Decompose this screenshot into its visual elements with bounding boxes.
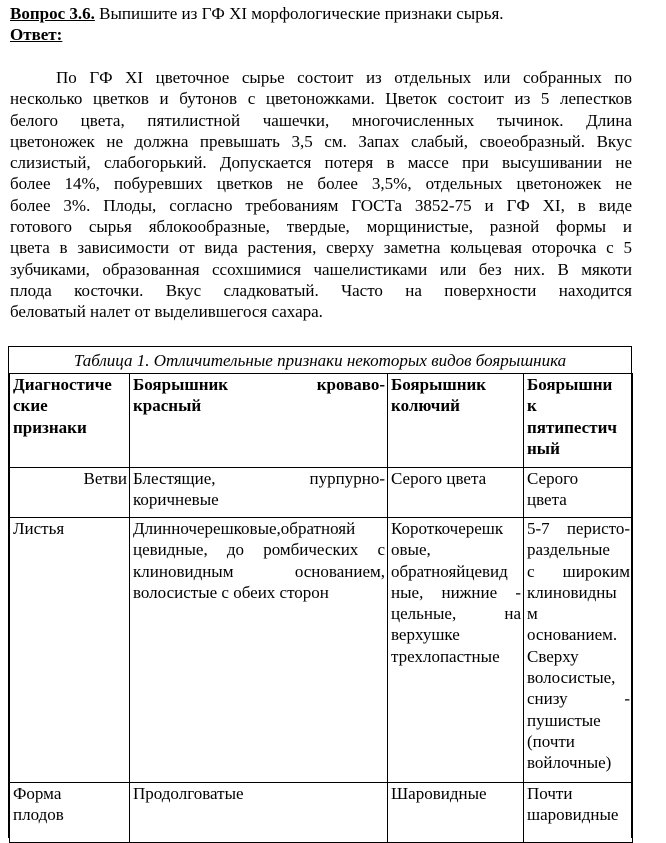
cell-fruit-prickly bbox=[388, 783, 524, 843]
header-cell-blood-red bbox=[130, 374, 388, 468]
cell-line: Продолговатые bbox=[133, 784, 244, 803]
cell-line: волосистые, bbox=[527, 668, 616, 688]
paragraph-line: несколько цветков и бутонов с цветоножками. Цветок состоит из 5 лепестков bbox=[10, 89, 632, 109]
cell-line: Почти bbox=[527, 784, 573, 803]
paragraph-line: плода косточки. Вкус сладковатый. Часто на поверхности находится bbox=[10, 280, 632, 300]
cell-line: Боярышник кроваво- bbox=[133, 375, 385, 394]
cell-line: Ветви bbox=[83, 469, 127, 488]
cell-branches-five-pistil bbox=[524, 468, 633, 518]
header-cell-five-pistil bbox=[524, 374, 633, 468]
cell-line: Боярышник bbox=[391, 375, 487, 394]
cell-line: 5-7 перисто- bbox=[527, 519, 630, 538]
cell-line: Серого bbox=[527, 469, 579, 488]
table-row bbox=[10, 783, 633, 843]
cell-line: с широким bbox=[527, 561, 630, 581]
cell-line: волосистые с обеих сторон bbox=[133, 582, 329, 602]
cell-line: трехлопастные bbox=[391, 646, 500, 666]
paragraph-line: готового сырья яблокообразные, твердые, морщинистые, разной формы и bbox=[10, 217, 632, 237]
cell-line: признаки bbox=[13, 417, 87, 437]
cell-line: Сверху bbox=[527, 646, 579, 666]
header-cell-prickly bbox=[388, 374, 524, 468]
cell-line: ные, нижние - bbox=[391, 582, 521, 602]
cell-line: цевидные, до ромбических с bbox=[133, 540, 385, 560]
cell-line: верхушке bbox=[391, 625, 460, 645]
paragraph-line: более 3%. Плоды, согласно требованиям ГОСТа 3852-75 и ГФ XI, в виде bbox=[10, 195, 632, 215]
row-label-fruit-shape bbox=[10, 783, 130, 843]
paragraph-line: беловатый налет от выделившегося сахара. bbox=[10, 302, 323, 322]
cell-line: ный bbox=[527, 438, 560, 458]
cell-line: основанием. bbox=[527, 625, 618, 645]
cell-leaves-five-pistil bbox=[524, 518, 633, 783]
table-header-row bbox=[10, 374, 633, 468]
cell-line: Диагностиче bbox=[13, 375, 112, 394]
cell-leaves-prickly bbox=[388, 518, 524, 783]
cell-line: снизу - bbox=[527, 689, 630, 709]
paragraph-line: цветоножек не должна превышать 3,5 см. Запах слабый, своеобразный. Вкус bbox=[10, 131, 632, 151]
paragraph-line: зубчиками, образованная ссохшимися чашелистиками или без них. В мякоти bbox=[10, 259, 632, 279]
cell-line: обратнояйцевид bbox=[391, 561, 508, 581]
cell-line: раздельные bbox=[527, 540, 610, 560]
cell-line: к bbox=[527, 396, 537, 416]
table-row bbox=[10, 518, 633, 783]
cell-line: Листья bbox=[13, 519, 65, 538]
table-caption: Таблица 1. Отличительные признаки некоторых видов боярышника bbox=[73, 351, 567, 370]
cell-line: плодов bbox=[13, 805, 64, 825]
cell-line: ские bbox=[13, 396, 48, 416]
cell-line: цельные, на bbox=[391, 604, 521, 624]
cell-line: пушистые bbox=[527, 710, 601, 730]
comparison-table bbox=[9, 373, 633, 843]
cell-line: красный bbox=[133, 396, 202, 416]
cell-line: овые, bbox=[391, 540, 431, 560]
cell-branches-prickly bbox=[388, 468, 524, 518]
cell-branches-blood-red bbox=[130, 468, 388, 518]
row-label-leaves bbox=[10, 518, 130, 783]
cell-fruit-blood-red bbox=[130, 783, 388, 843]
answer-paragraph bbox=[10, 67, 632, 323]
cell-leaves-blood-red bbox=[130, 518, 388, 783]
paragraph-line: слизистый, слабогорький. Допускается потеря в массе при высушивании не bbox=[10, 153, 632, 173]
cell-line: клиновидны bbox=[527, 582, 617, 602]
table-row bbox=[10, 468, 633, 518]
header-cell-criteria bbox=[10, 374, 130, 468]
cell-line: клиновидным основанием, bbox=[133, 561, 385, 581]
cell-line: Боярышни bbox=[527, 375, 613, 394]
cell-line: войлочные) bbox=[527, 753, 612, 773]
paragraph-line: более 14%, побуревших цветков не более 3,5%, отдельных цветоножек не bbox=[10, 174, 632, 194]
paragraph-line: По ГФ XI цветочное сырье состоит из отдельных или собранных по bbox=[56, 68, 632, 87]
cell-line: пятипестич bbox=[527, 417, 617, 437]
question-text: Выпишите из ГФ XI морфологические признаки сырья. bbox=[94, 4, 504, 23]
cell-line: Серого цвета bbox=[391, 469, 487, 488]
paragraph-line: белого цвета, пятилистной чашечки, многочисленных тычинок. Длина bbox=[10, 110, 632, 130]
cell-line: Длинночерешковые,обратнояй bbox=[133, 519, 356, 538]
cell-line: Шаровидные bbox=[391, 784, 487, 803]
question-line bbox=[10, 4, 504, 24]
cell-line: Форма bbox=[13, 784, 62, 803]
row-label-branches bbox=[10, 468, 130, 518]
cell-line: м bbox=[527, 604, 538, 624]
cell-line: шаровидные bbox=[527, 805, 619, 825]
cell-line: Короткочерешк bbox=[391, 519, 504, 538]
answer-label: Ответ: bbox=[10, 25, 63, 44]
cell-line: цвета bbox=[527, 490, 567, 510]
paragraph-line: цвета в зависимости от вида растения, сверху заметна кольцевая оторочка с 5 bbox=[10, 238, 632, 258]
cell-line: Блестящие, пурпурно- bbox=[133, 469, 385, 488]
cell-line: (почти bbox=[527, 731, 575, 751]
cell-fruit-five-pistil bbox=[524, 783, 633, 843]
comparison-table-frame bbox=[8, 346, 632, 838]
cell-line: коричневые bbox=[133, 490, 219, 510]
question-label: Вопрос 3.6. bbox=[10, 4, 95, 23]
cell-line: колючий bbox=[391, 396, 460, 416]
